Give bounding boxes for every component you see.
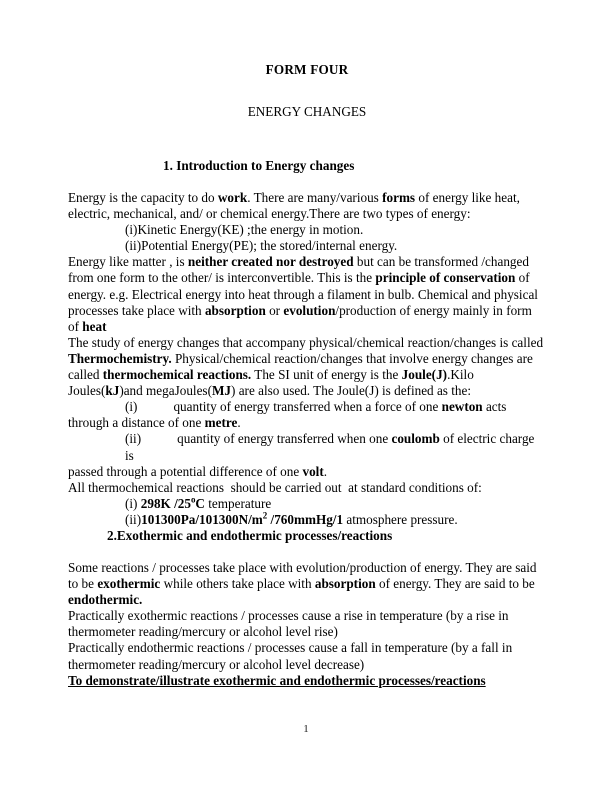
bold-volt: volt (302, 463, 324, 479)
text-run: quantity of energy transferred when a force of one (173, 399, 442, 415)
paragraph-practical-exothermic: Practically exothermic reactions / processes cause a rise in temperature (by a rise in thermometer reading/mercury or alcohol level rise) (68, 608, 509, 640)
standard-condition-temperature (68, 496, 546, 512)
page-number: 1 (303, 723, 309, 735)
bold-endothermic: endothermic. (68, 592, 143, 608)
bold-absorption: absorption (204, 302, 266, 318)
item-marker: (ii) (125, 431, 142, 447)
paragraph-conservation (68, 254, 546, 334)
superscript-two: 2 (262, 510, 268, 521)
bold-forms: forms (382, 190, 416, 205)
bold-metre: metre (204, 415, 238, 431)
list-item-kinetic-energy: (i)Kinetic Energy(KE) ;the energy in motion. (125, 222, 364, 238)
bold-temperature-value: 298K /25 (140, 495, 191, 511)
text-run: The study of energy changes that accompany physical/chemical reaction/changes is called (68, 334, 544, 350)
bold-neither-created: neither created nor destroyed (187, 254, 354, 270)
bold-principle-conservation: principle of conservation (375, 270, 516, 286)
paragraph-practical-endothermic: Practically endothermic reactions / processes cause a fall in temperature (by a fall in thermometer reading/mercury or alcohol level decrease) (68, 640, 513, 672)
paragraph-exo-endo (68, 560, 546, 608)
text-run: .Kilo Joules( (68, 367, 474, 399)
text-run: of energy. e.g. Electrical energy into heat through a filament in bulb. Chemical and physical processes take place with (68, 270, 538, 318)
document-title: FORM FOUR (265, 62, 349, 77)
text-run: /production of energy mainly in form of (68, 302, 532, 334)
text-run: of electric charge is (125, 431, 538, 463)
standard-conditions-intro: All thermochemical reactions should be carried out at standard conditions of: (68, 479, 482, 495)
text-run: Some reactions / processes take place with evolution/production of energy. They are said to be (68, 559, 537, 592)
bold-thermochemical-reactions: thermochemical reactions. (102, 367, 252, 383)
text-run: but can be transformed /changed from one form to the other/ is interconvertible. This is the (68, 254, 529, 286)
text-run: . (323, 463, 328, 479)
paragraph-thermochemistry (68, 335, 546, 399)
section-heading-1: 1. Introduction to Energy changes (163, 158, 355, 173)
superscript-degree: o (190, 494, 196, 505)
bold-kilojoule: kJ (105, 383, 120, 399)
text-run: )and megaJoules( (119, 383, 212, 399)
bold-work: work (217, 190, 248, 205)
text-run: quantity of energy transferred when one (177, 431, 392, 447)
paragraph-energy-capacity (68, 190, 546, 222)
text-run: . (237, 415, 241, 431)
demonstrate-heading (68, 673, 546, 689)
text-run: Energy is the capacity to do (68, 190, 218, 205)
text-run: of energy. They are said to be (375, 576, 535, 592)
text-run: ) are also used. The Joule(J) is defined as the: (231, 383, 472, 399)
text-run: The SI unit of energy is the (251, 367, 402, 383)
section-heading-2: 2.Exothermic and endothermic processes/reactions (107, 527, 393, 543)
text-run: . There are many/various (247, 190, 383, 205)
document-subtitle: ENERGY CHANGES (247, 104, 367, 119)
bold-absorption-2: absorption (314, 576, 376, 592)
bold-newton: newton (441, 399, 483, 415)
text-run: temperature (204, 495, 272, 511)
standard-condition-pressure (68, 512, 546, 528)
definition-item-ii (68, 431, 546, 463)
bold-coulomb: coulomb (391, 431, 440, 447)
bold-megajoule: MJ (211, 383, 232, 399)
document-body (68, 62, 546, 689)
bold-celsius-unit: C (195, 495, 205, 511)
text-run: or (265, 302, 284, 318)
bold-exothermic: exothermic (97, 576, 161, 592)
definition-item-i-cont (68, 415, 546, 431)
item-marker: (i) (125, 495, 141, 511)
item-marker: (ii) (125, 511, 142, 527)
text-run: atmosphere pressure. (343, 511, 458, 527)
text-run: through a distance of one (68, 415, 205, 431)
list-item-potential-energy: (ii)Potential Energy(PE); the stored/internal energy. (125, 238, 398, 254)
text-run: while others take place with (160, 576, 315, 592)
text-run: Energy like matter , is (68, 254, 188, 270)
bold-evolution: evolution (283, 302, 336, 318)
text-run: Physical/chemical reaction/changes that involve energy changes are called (68, 350, 533, 383)
bold-thermochemistry: Thermochemistry. (68, 350, 172, 366)
bold-pressure-value: 101300Pa/101300N/m (141, 511, 263, 527)
bold-heat: heat (82, 318, 107, 334)
bold-underline-demonstrate: To demonstrate/illustrate exothermic and endothermic processes/reactions (68, 672, 486, 688)
item-marker: (i) (125, 399, 138, 415)
text-run: acts (482, 399, 507, 415)
bold-pressure-alt: /760mmHg/1 (267, 511, 344, 527)
text-run: passed through a potential difference of one (68, 463, 303, 479)
definition-item-ii-cont (68, 464, 546, 480)
bold-joule: Joule(J) (401, 367, 448, 383)
definition-item-i (68, 399, 546, 415)
text-run: of energy like heat, electric, mechanical, and/ or chemical energy.There are two types of energy: (68, 190, 520, 222)
